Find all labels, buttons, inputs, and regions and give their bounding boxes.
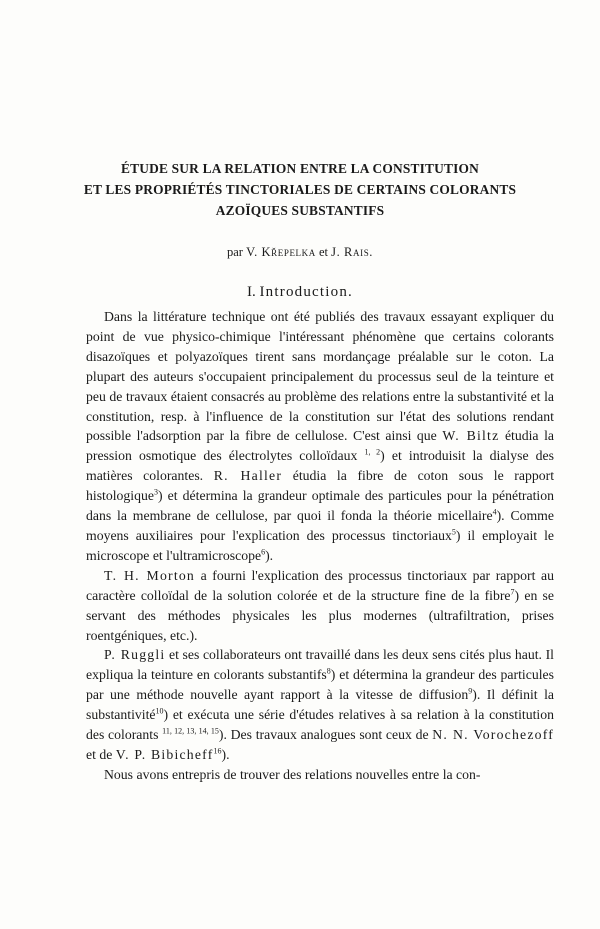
cited-author: V. P. Bibicheff — [115, 746, 214, 762]
text-run: ). Il définit la substantivité — [86, 687, 554, 723]
text-run: Nous avons entrepris de trouver des relations nouvelles entre la con- — [104, 766, 481, 782]
section-title: Introduction. — [259, 284, 353, 300]
reference-marker: 16 — [213, 746, 222, 756]
reference-marker: 9 — [468, 686, 473, 696]
reference-marker: 4 — [492, 507, 497, 517]
cited-author: P. Ruggli — [104, 647, 166, 663]
reference-marker: 5 — [451, 527, 456, 537]
text-run: ). — [265, 547, 274, 563]
and-label: et — [318, 245, 329, 259]
text-run: ) et introduisit la dialyse des matières colorantes. — [86, 448, 554, 484]
author-name: V. Křepelka — [246, 245, 316, 259]
body-text — [86, 307, 554, 785]
paragraph — [86, 566, 554, 646]
text-run: étudia la fibre de coton sous le rapport histologique — [86, 468, 555, 504]
cited-author: N. N. Vorochezoff — [432, 727, 555, 743]
reference-marker: 6 — [261, 547, 266, 557]
text-run: ) et détermina la grandeur des particules par une méthode nouvelle ayant rapport à la vitesse de diffusion — [86, 667, 554, 703]
text-run: ). Des travaux analogues sont ceux de — [218, 727, 429, 743]
text-run: a fourni l'explication des processus tinctoriaux par rapport au caractère colloïdal de la solution colorée et de la structure fine de la fibre — [86, 567, 554, 603]
section-number: I. — [246, 284, 256, 300]
author-name: J. Rais. — [331, 245, 374, 259]
text-run: ) il employait le microscope et l'ultramicroscope — [86, 527, 554, 563]
text-run: ). — [221, 746, 230, 762]
reference-marker: 11, 12, 13, 14, 15 — [162, 726, 219, 736]
text-run: ). Comme moyens auxiliaires pour l'explication des processus tinctoriaux — [86, 508, 554, 543]
cited-author: W. Biltz — [442, 428, 500, 444]
text-run: et ses collaborateurs ont travaillé dans les deux sens cités plus haut. Il expliqua la teinture en colorants substantifs — [86, 647, 554, 683]
reference-marker: 3 — [154, 487, 158, 497]
cited-author: R. Haller — [213, 468, 283, 484]
section-heading — [60, 283, 540, 301]
cited-author: T. H. Morton — [104, 567, 196, 583]
reference-marker: 10 — [155, 706, 164, 716]
reference-marker: 7 — [510, 587, 515, 597]
by-label: par — [226, 245, 243, 259]
text-run: ) en se servant des méthodes physicales les plus modernes (ultrafiltration, prises roentgéniques, etc.). — [86, 587, 555, 643]
title-line-3: AZOÏQUES SUBSTANTIFS — [215, 203, 385, 218]
paragraph — [86, 645, 554, 764]
title-line-1: ÉTUDE SUR LA RELATION ENTRE LA CONSTITUTION — [120, 161, 480, 176]
title-line-2: ET LES PROPRIÉTÉS TINCTORIALES DE CERTAINS COLORANTS — [83, 182, 517, 197]
article-title — [60, 158, 540, 221]
text-run: ) et exécuta une série d'études relatives à sa relation à la constitution des colorants — [86, 707, 554, 743]
text-run: ) et détermina la grandeur optimale des particules pour la pénétration dans la membrane de cellulose, par quoi il fonda la théorie micellaire — [86, 488, 554, 524]
text-run: étudia la pression osmotique des électrolytes colloïdaux — [86, 428, 555, 464]
text-run: Dans la littérature technique ont été publiés des travaux essayant expliquer du point de vue physico-chimique l'intéressant phénomène que certains colorants disazoïques et polyazoïques tirent sans mordançage préalable sur le coton. La plupart des auteurs s'occupaient principalement du processus seul de la teinture et peu de travaux étaient consacrés au problème des relations entre la substantivité et la constitution, resp. à l'influence de la constitution sur l'état des solutions rendant possible l'adsorption par la fibre de cellulose. C'est ainsi que — [86, 309, 554, 444]
reference-marker: 8 — [326, 666, 331, 676]
paragraph — [86, 307, 554, 566]
text-run: et de — [86, 746, 113, 762]
reference-marker: 1, 2 — [364, 447, 381, 457]
paragraph — [86, 765, 554, 785]
author-line — [60, 244, 540, 260]
